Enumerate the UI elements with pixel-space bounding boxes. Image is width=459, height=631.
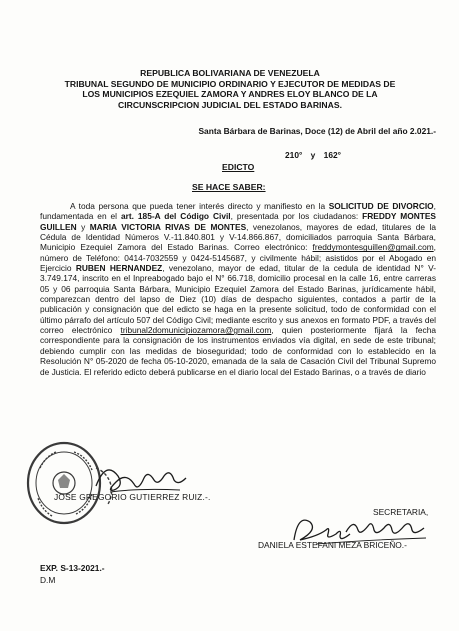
body-text: , quien posteriormente fijará la fecha correspondiente para la consignación de los instrumentos enviados vía digital, en sede de este tribunal; debiendo cumplir con las medidas de bioseguridad; todo de conformidad con lo establecido en la Resolución N° 05-2020 de fecha 05-10-2020, emanada de la sala de Casación Civil del Tribunal Supremo de Justicia. El referido edicto deberá publicarse en el diario local del Estado Barinas, o a través de diario: [40, 325, 437, 377]
body-bold: SOLICITUD DE DIVORCIO: [328, 201, 434, 211]
file-number: EXP. S-13-2021.-: [40, 563, 105, 573]
petitioner-2: MARIA VICTORIA RIVAS DE MONTES: [89, 221, 247, 232]
dateline: Santa Bárbara de Barinas, Doce (12) de Abril del año 2.021.-: [198, 126, 436, 136]
body-text: , fundamentada en el: [40, 201, 436, 222]
body-text: y: [76, 221, 90, 232]
court-header: [40, 68, 420, 110]
header-line-1: REPUBLICA BOLIVARIANA DE VENEZUELA: [140, 68, 320, 78]
header-line-3: LOS MUNICIPIOS EZEQUIEL ZAMORA Y ANDRES ELOY BLANCO DE LA: [82, 89, 378, 100]
ref-second: 162°: [323, 150, 341, 160]
attorney-name: RUBEN HERNANDEZ: [75, 263, 163, 274]
reference-numbers: [285, 150, 341, 160]
document-subtitle: SE HACE SABER:: [192, 182, 266, 192]
body-text: , venezolanos, mayores de edad, titulares de la Cédula de Identidad Números V.-11.840.801 y V-14.866.867, domiciliados parroquia Santa Bárbara, Municipio Ezequiel Zamora del Estado Barinas. Correo electrónico:: [40, 221, 436, 253]
court-email-link[interactable]: tribunal2domunicipiozamora@gmail.com: [120, 325, 272, 336]
header-line-2: TRIBUNAL SEGUNDO DE MUNICIPIO ORDINARIO Y EJECUTOR DE MEDIDAS DE: [64, 78, 396, 89]
body-text: , número de Teléfono: 0414-7032559 y 0424-5145687, y civilmente hábil; asistidos por el Abogado en Ejercicio: [40, 242, 436, 274]
petitioner-email-link[interactable]: freddymontesguillen@gmail.com: [312, 242, 434, 253]
typist-initials: D.M: [40, 575, 56, 585]
body-text: A toda persona que pueda tener interés directo y manifiesto en la: [70, 201, 329, 211]
body-bold: art. 185-A del Código Civil: [120, 211, 231, 222]
judge-name: JOSE GREGORIO GUTIERREZ RUIZ.-.: [54, 492, 211, 502]
document-title: EDICTO: [222, 162, 255, 172]
body-text: , venezolano, mayor de edad, titular de la cedula de identidad N° V-3.749.174, inscrito en el Inpreabogado bajo el N° 66.718, domicilio procesal en la calle 16, entre carreras 05 y 06 parroquia Santa Bárbara, Municipio Ezequiel Zamora del Estado Barinas, jurídicamente hábil, comparezcan dentro del lapso de Diez (10) días de despacho siguientes, contados a partir de la publicación y consignación que del edicto se haga en la presente solicitud, todo de conformidad con el último párrafo del artículo 507 del Código Civil; mediante escrito y sus anexos en formato PDF, a través del correo electrónico: [40, 263, 436, 336]
body-text: , presentada por los ciudadanos:: [230, 211, 363, 222]
file-reference: [40, 562, 105, 586]
header-line-4: CIRCUNSCRIPCION JUDICIAL DEL ESTADO BARINAS.: [118, 99, 342, 110]
ref-first: 210°: [285, 150, 303, 160]
secretary-name: DANIELA ESTEFANI MEZA BRICEÑO.-: [258, 540, 407, 550]
secretary-title: SECRETARIA,: [373, 507, 429, 517]
edict-body: [40, 201, 436, 377]
petitioner-1: FREDDY MONTES GUILLEN: [40, 211, 436, 232]
ref-and: y: [310, 150, 316, 160]
